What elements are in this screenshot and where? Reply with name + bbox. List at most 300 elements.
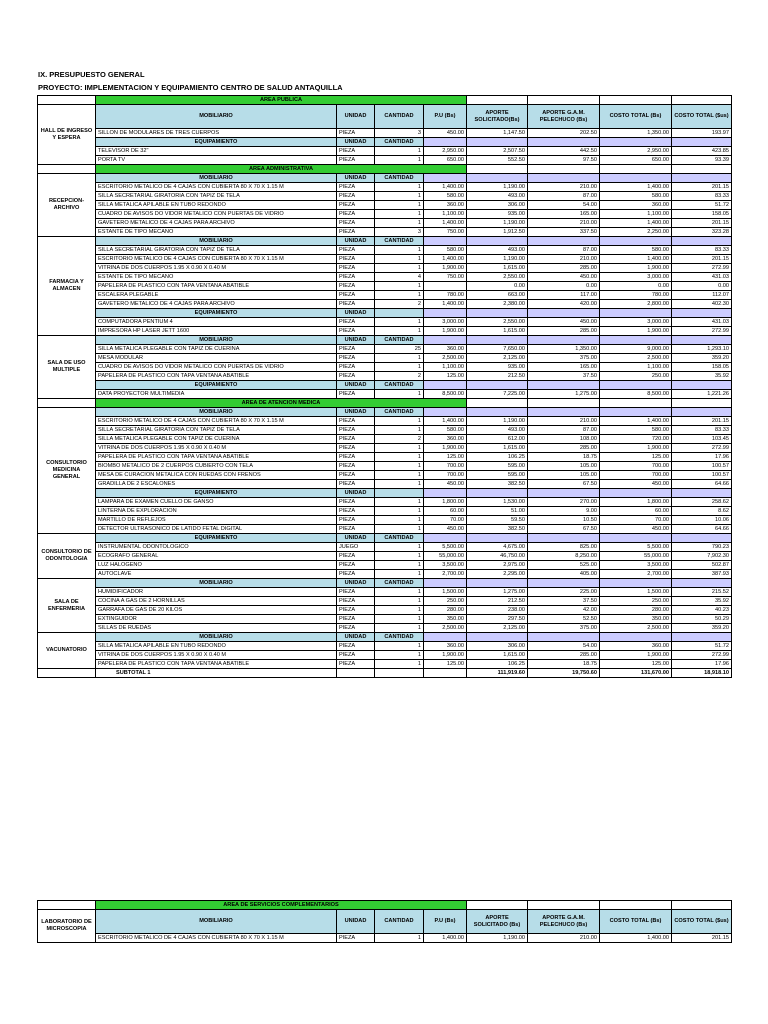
blank-cell bbox=[600, 901, 672, 910]
item-cost-sus: 502.87 bbox=[672, 561, 732, 570]
item-description: SILLA METALICA APILABLE EN TUBO REDONDO bbox=[96, 201, 337, 210]
item-qty: 3 bbox=[375, 228, 424, 237]
item-qty: 1 bbox=[375, 543, 424, 552]
item-aporte-solicitado: 2,975.00 bbox=[467, 561, 528, 570]
room-label: CONSULTORIO DE ODONTOLOGIA bbox=[38, 534, 96, 579]
subheader-row bbox=[38, 579, 732, 588]
item-description: GARRAFA DE GAS DE 20 KILOS bbox=[96, 606, 337, 615]
table-row bbox=[38, 660, 732, 669]
item-cost-sus: 423.85 bbox=[672, 147, 732, 156]
item-unit-price: 650.00 bbox=[424, 156, 467, 165]
item-aporte-gam: 210.00 bbox=[528, 183, 600, 192]
item-aporte-gam: 285.00 bbox=[528, 327, 600, 336]
table-row bbox=[38, 498, 732, 507]
item-unit-price: 5,500.00 bbox=[424, 543, 467, 552]
item-description: ECOGRAFO GENERAL bbox=[96, 552, 337, 561]
blank-cell bbox=[424, 309, 467, 318]
item-cost-bs: 580.00 bbox=[600, 426, 672, 435]
item-description: ESTANTE DE TIPO MECANO bbox=[96, 228, 337, 237]
item-description: CUADRO DE AVISOS DO VIDOR METALICO CON PUERTAS DE VIDRIO bbox=[96, 210, 337, 219]
subtotal-label: SUBTOTAL 1 bbox=[96, 669, 337, 678]
room-label: CONSULTORIO MEDICINA GENERAL bbox=[38, 408, 96, 534]
item-aporte-solicitado: 46,750.00 bbox=[467, 552, 528, 561]
item-cost-bs: 1,400.00 bbox=[600, 219, 672, 228]
item-unit-price: 1,900.00 bbox=[424, 264, 467, 273]
item-aporte-gam: 10.50 bbox=[528, 516, 600, 525]
item-description: GAVETERO METALICO DE 4 CAJAS PARA ARCHIVO bbox=[96, 219, 337, 228]
item-cost-sus: 17.96 bbox=[672, 660, 732, 669]
section-title: IX. PRESUPUESTO GENERAL bbox=[38, 70, 145, 79]
header-costo-bs: COSTO TOTAL (Bs) bbox=[600, 910, 672, 934]
table-row bbox=[38, 147, 732, 156]
blank-cell bbox=[600, 408, 672, 417]
item-qty: 1 bbox=[375, 183, 424, 192]
table-row bbox=[38, 417, 732, 426]
table-row bbox=[38, 264, 732, 273]
subheader-unidad: UNIDAD bbox=[337, 138, 375, 147]
blank-cell bbox=[467, 138, 528, 147]
item-unit: PIEZA bbox=[337, 525, 375, 534]
header-aporte-solicitado: APORTE SOLICITADO(Bs) bbox=[467, 105, 528, 129]
item-unit: PIEZA bbox=[337, 426, 375, 435]
item-cost-sus: 0.00 bbox=[672, 282, 732, 291]
item-unit-price: 70.00 bbox=[424, 516, 467, 525]
blank-cell bbox=[467, 96, 528, 105]
item-unit-price: 125.00 bbox=[424, 453, 467, 462]
table-row bbox=[38, 291, 732, 300]
item-unit-price: 250.00 bbox=[424, 597, 467, 606]
item-cost-bs: 55,000.00 bbox=[600, 552, 672, 561]
item-unit-price: 1,900.00 bbox=[424, 327, 467, 336]
item-cost-bs: 1,100.00 bbox=[600, 210, 672, 219]
item-aporte-solicitado: 2,550.00 bbox=[467, 273, 528, 282]
item-aporte-gam: 67.50 bbox=[528, 480, 600, 489]
table-row bbox=[38, 183, 732, 192]
subheader-label: EQUIPAMIENTO bbox=[96, 138, 337, 147]
item-qty: 1 bbox=[375, 156, 424, 165]
table-row bbox=[38, 453, 732, 462]
blank-cell bbox=[600, 309, 672, 318]
table-row bbox=[38, 480, 732, 489]
area-row bbox=[38, 399, 732, 408]
subtotal-qty bbox=[375, 669, 424, 678]
item-cost-sus: 83.33 bbox=[672, 192, 732, 201]
table-row bbox=[38, 570, 732, 579]
header-unidad: UNIDAD bbox=[337, 910, 375, 934]
blank-cell bbox=[424, 633, 467, 642]
column-header-row bbox=[38, 910, 732, 934]
item-aporte-solicitado: 493.00 bbox=[467, 246, 528, 255]
item-qty: 1 bbox=[375, 192, 424, 201]
item-cost-sus: 103.45 bbox=[672, 435, 732, 444]
item-description: SILLAS DE RUEDAS bbox=[96, 624, 337, 633]
item-cost-sus: 8.62 bbox=[672, 507, 732, 516]
subheader-unidad: UNIDAD bbox=[337, 174, 375, 183]
item-qty: 1 bbox=[375, 462, 424, 471]
subheader-label: MOBILIARIO bbox=[96, 408, 337, 417]
item-unit-price bbox=[424, 282, 467, 291]
item-qty: 1 bbox=[375, 444, 424, 453]
item-cost-sus: 201.15 bbox=[672, 255, 732, 264]
item-unit: PIEZA bbox=[337, 588, 375, 597]
item-aporte-gam: 375.00 bbox=[528, 624, 600, 633]
blank-cell bbox=[600, 489, 672, 498]
blank-cell bbox=[600, 237, 672, 246]
blank-cell bbox=[672, 336, 732, 345]
item-cost-sus: 93.39 bbox=[672, 156, 732, 165]
table-row bbox=[38, 192, 732, 201]
item-unit: PIEZA bbox=[337, 552, 375, 561]
item-unit: PIEZA bbox=[337, 642, 375, 651]
item-unit-price: 580.00 bbox=[424, 192, 467, 201]
table-row bbox=[38, 273, 732, 282]
item-unit: PIEZA bbox=[337, 282, 375, 291]
item-cost-bs: 1,400.00 bbox=[600, 255, 672, 264]
item-unit: PIEZA bbox=[337, 156, 375, 165]
item-qty: 1 bbox=[375, 417, 424, 426]
item-unit: PIEZA bbox=[337, 624, 375, 633]
table-row bbox=[38, 354, 732, 363]
item-description: VITRINA DE DOS CUERPOS 1.95 X 0.90 X 0.40 M bbox=[96, 444, 337, 453]
item-unit: PIEZA bbox=[337, 462, 375, 471]
item-aporte-gam: 270.00 bbox=[528, 498, 600, 507]
item-aporte-solicitado: 238.00 bbox=[467, 606, 528, 615]
item-aporte-solicitado: 7,225.00 bbox=[467, 390, 528, 399]
header-cantidad: CANTIDAD bbox=[375, 910, 424, 934]
blank-cell bbox=[467, 489, 528, 498]
blank-cell bbox=[467, 579, 528, 588]
item-unit-price: 125.00 bbox=[424, 660, 467, 669]
item-cost-sus: 215.52 bbox=[672, 588, 732, 597]
item-aporte-solicitado: 2,507.50 bbox=[467, 147, 528, 156]
subheader-row bbox=[38, 174, 732, 183]
item-cost-sus: 35.92 bbox=[672, 597, 732, 606]
blank-cell bbox=[424, 174, 467, 183]
blank-cell bbox=[672, 381, 732, 390]
item-cost-bs: 580.00 bbox=[600, 246, 672, 255]
header-pu: P.U (Bs) bbox=[424, 910, 467, 934]
item-cost-sus: 387.93 bbox=[672, 570, 732, 579]
subheader-row bbox=[38, 489, 732, 498]
subheader-cantidad bbox=[375, 489, 424, 498]
blank-cell bbox=[467, 901, 528, 910]
blank-cell bbox=[600, 381, 672, 390]
item-unit: PIEZA bbox=[337, 372, 375, 381]
subheader-cantidad: CANTIDAD bbox=[375, 534, 424, 543]
table-row bbox=[38, 588, 732, 597]
subheader-unidad: UNIDAD bbox=[337, 381, 375, 390]
item-cost-bs: 450.00 bbox=[600, 480, 672, 489]
item-unit-price: 360.00 bbox=[424, 201, 467, 210]
item-aporte-solicitado: 2,125.00 bbox=[467, 624, 528, 633]
subheader-label: MOBILIARIO bbox=[96, 579, 337, 588]
item-aporte-gam: 18.75 bbox=[528, 660, 600, 669]
blank-cell bbox=[672, 534, 732, 543]
item-unit-price: 280.00 bbox=[424, 606, 467, 615]
blank-cell bbox=[467, 633, 528, 642]
table-row bbox=[38, 444, 732, 453]
item-cost-bs: 580.00 bbox=[600, 192, 672, 201]
blank-cell bbox=[528, 138, 600, 147]
item-cost-bs: 0.00 bbox=[600, 282, 672, 291]
item-cost-sus: 51.72 bbox=[672, 201, 732, 210]
item-qty: 1 bbox=[375, 597, 424, 606]
item-qty: 1 bbox=[375, 651, 424, 660]
item-cost-sus: 1,221.26 bbox=[672, 390, 732, 399]
item-aporte-gam: 442.50 bbox=[528, 147, 600, 156]
item-cost-sus: 83.33 bbox=[672, 426, 732, 435]
item-aporte-solicitado: 935.00 bbox=[467, 210, 528, 219]
item-cost-sus: 272.99 bbox=[672, 651, 732, 660]
item-unit: PIEZA bbox=[337, 570, 375, 579]
item-description: SILLA SECRETARIAL GIRATORIA CON TAPIZ DE TELA bbox=[96, 192, 337, 201]
table-row bbox=[38, 210, 732, 219]
item-unit-price: 780.00 bbox=[424, 291, 467, 300]
table-row bbox=[38, 597, 732, 606]
item-unit: PIEZA bbox=[337, 597, 375, 606]
subtotal-cost-sus: 18,918.10 bbox=[672, 669, 732, 678]
item-unit: PIEZA bbox=[337, 934, 375, 943]
item-qty: 1 bbox=[375, 642, 424, 651]
blank-cell bbox=[672, 309, 732, 318]
item-unit-price: 450.00 bbox=[424, 129, 467, 138]
item-cost-sus: 201.15 bbox=[672, 219, 732, 228]
table-row bbox=[38, 615, 732, 624]
item-aporte-solicitado: 2,380.00 bbox=[467, 300, 528, 309]
item-unit-price: 360.00 bbox=[424, 435, 467, 444]
item-cost-bs: 1,500.00 bbox=[600, 588, 672, 597]
item-qty: 1 bbox=[375, 264, 424, 273]
subheader-cantidad: CANTIDAD bbox=[375, 633, 424, 642]
item-cost-bs: 70.00 bbox=[600, 516, 672, 525]
item-aporte-solicitado: 106.25 bbox=[467, 453, 528, 462]
item-cost-bs: 280.00 bbox=[600, 606, 672, 615]
item-description: GAVETERO METALICO DE 4 CAJAS PARA ARCHIVO bbox=[96, 300, 337, 309]
item-qty: 1 bbox=[375, 588, 424, 597]
table-row bbox=[38, 471, 732, 480]
item-unit-price: 8,500.00 bbox=[424, 390, 467, 399]
subheader-row bbox=[38, 309, 732, 318]
item-aporte-solicitado: 382.50 bbox=[467, 525, 528, 534]
item-aporte-gam: 37.50 bbox=[528, 597, 600, 606]
item-unit-price: 580.00 bbox=[424, 426, 467, 435]
item-unit: PIEZA bbox=[337, 300, 375, 309]
room-label: LABORATORIO DE MICROSCOPIA bbox=[38, 910, 96, 943]
item-aporte-gam: 1,350.00 bbox=[528, 345, 600, 354]
item-cost-bs: 3,000.00 bbox=[600, 318, 672, 327]
item-qty: 1 bbox=[375, 570, 424, 579]
item-description: GRADILLA DE 2 ESCALONES bbox=[96, 480, 337, 489]
blank-cell bbox=[600, 165, 672, 174]
item-qty: 1 bbox=[375, 934, 424, 943]
item-aporte-gam: 8,250.00 bbox=[528, 552, 600, 561]
blank-cell bbox=[467, 309, 528, 318]
item-unit-price: 2,500.00 bbox=[424, 624, 467, 633]
item-cost-bs: 2,250.00 bbox=[600, 228, 672, 237]
blank-cell bbox=[38, 901, 96, 910]
item-cost-bs: 2,500.00 bbox=[600, 354, 672, 363]
room-label: FARMACIA Y ALMACEN bbox=[38, 237, 96, 336]
item-qty: 1 bbox=[375, 282, 424, 291]
item-unit: PIEZA bbox=[337, 390, 375, 399]
item-qty: 1 bbox=[375, 660, 424, 669]
blank-cell bbox=[672, 174, 732, 183]
item-unit: PIEZA bbox=[337, 183, 375, 192]
item-unit-price: 450.00 bbox=[424, 480, 467, 489]
item-cost-bs: 700.00 bbox=[600, 462, 672, 471]
item-cost-bs: 2,800.00 bbox=[600, 300, 672, 309]
item-description: LINTERNA DE EXPLORACION bbox=[96, 507, 337, 516]
item-unit-price: 580.00 bbox=[424, 246, 467, 255]
item-aporte-gam: 54.00 bbox=[528, 642, 600, 651]
blank-cell bbox=[528, 408, 600, 417]
item-description: DATA PROYECTOR MULTIMEDIA bbox=[96, 390, 337, 399]
header-costo-sus: COSTO TOTAL ($us) bbox=[672, 910, 732, 934]
blank-cell bbox=[528, 381, 600, 390]
area-row bbox=[38, 165, 732, 174]
item-aporte-solicitado: 212.50 bbox=[467, 372, 528, 381]
item-unit: PIEZA bbox=[337, 246, 375, 255]
subheader-label: MOBILIARIO bbox=[96, 237, 337, 246]
blank-cell bbox=[467, 237, 528, 246]
header-aporte-gam: APORTE G.A.M. PELECHUCO (Bs) bbox=[528, 105, 600, 129]
item-description: SILLA METALICA PLEGABLE CON TAPIZ DE CUERINA bbox=[96, 435, 337, 444]
table-row bbox=[38, 255, 732, 264]
item-cost-bs: 1,800.00 bbox=[600, 498, 672, 507]
blank-cell bbox=[424, 381, 467, 390]
item-aporte-gam: 42.00 bbox=[528, 606, 600, 615]
item-aporte-gam: 9.00 bbox=[528, 507, 600, 516]
room-label: VACUNATORIO bbox=[38, 633, 96, 669]
item-aporte-solicitado: 1,190.00 bbox=[467, 255, 528, 264]
item-qty: 2 bbox=[375, 372, 424, 381]
item-qty: 1 bbox=[375, 363, 424, 372]
blank-cell bbox=[38, 399, 96, 408]
subheader-label: EQUIPAMIENTO bbox=[96, 381, 337, 390]
item-qty: 1 bbox=[375, 552, 424, 561]
item-unit: PIEZA bbox=[337, 318, 375, 327]
subheader-row bbox=[38, 138, 732, 147]
subheader-row bbox=[38, 408, 732, 417]
item-aporte-gam: 67.50 bbox=[528, 525, 600, 534]
item-cost-bs: 5,500.00 bbox=[600, 543, 672, 552]
item-qty: 1 bbox=[375, 210, 424, 219]
item-aporte-gam: 117.00 bbox=[528, 291, 600, 300]
item-cost-sus: 201.15 bbox=[672, 417, 732, 426]
item-aporte-solicitado: 1,275.00 bbox=[467, 588, 528, 597]
item-description: CUADRO DE AVISOS DO VIDOR METALICO CON PUERTAS DE VIDRIO bbox=[96, 363, 337, 372]
item-cost-sus: 64.66 bbox=[672, 480, 732, 489]
item-unit-price: 1,400.00 bbox=[424, 934, 467, 943]
item-unit-price: 350.00 bbox=[424, 615, 467, 624]
item-unit-price: 1,900.00 bbox=[424, 444, 467, 453]
blank-cell bbox=[528, 336, 600, 345]
item-unit-price: 3,000.00 bbox=[424, 318, 467, 327]
item-cost-sus: 158.05 bbox=[672, 363, 732, 372]
subheader-cantidad: CANTIDAD bbox=[375, 408, 424, 417]
item-cost-bs: 250.00 bbox=[600, 597, 672, 606]
item-cost-bs: 1,400.00 bbox=[600, 417, 672, 426]
blank-cell bbox=[467, 165, 528, 174]
item-cost-sus: 272.99 bbox=[672, 444, 732, 453]
blank-cell bbox=[467, 399, 528, 408]
blank-cell bbox=[528, 96, 600, 105]
item-qty: 25 bbox=[375, 345, 424, 354]
blank-cell bbox=[672, 96, 732, 105]
item-aporte-solicitado: 297.50 bbox=[467, 615, 528, 624]
item-aporte-solicitado: 1,190.00 bbox=[467, 183, 528, 192]
blank-cell bbox=[528, 174, 600, 183]
item-cost-bs: 360.00 bbox=[600, 201, 672, 210]
item-description: SILLA SECRETARIAL GIRATORIA CON TAPIZ DE TELA bbox=[96, 426, 337, 435]
blank-cell bbox=[467, 408, 528, 417]
item-unit: PIEZA bbox=[337, 651, 375, 660]
item-description: IMPRESORA HP LASER JETT 1600 bbox=[96, 327, 337, 336]
item-cost-bs: 1,100.00 bbox=[600, 363, 672, 372]
item-qty: 2 bbox=[375, 300, 424, 309]
subheader-row bbox=[38, 336, 732, 345]
header-cantidad: CANTIDAD bbox=[375, 105, 424, 129]
item-aporte-solicitado: 2,295.00 bbox=[467, 570, 528, 579]
item-cost-bs: 650.00 bbox=[600, 156, 672, 165]
item-unit-price: 700.00 bbox=[424, 471, 467, 480]
subtotal-aporte-gam: 19,750.60 bbox=[528, 669, 600, 678]
item-cost-sus: 258.62 bbox=[672, 498, 732, 507]
item-unit-price: 750.00 bbox=[424, 273, 467, 282]
item-aporte-solicitado: 1,530.00 bbox=[467, 498, 528, 507]
item-aporte-solicitado: 935.00 bbox=[467, 363, 528, 372]
item-unit: PIEZA bbox=[337, 453, 375, 462]
item-unit-price: 1,100.00 bbox=[424, 210, 467, 219]
item-cost-bs: 2,500.00 bbox=[600, 624, 672, 633]
item-aporte-gam: 37.50 bbox=[528, 372, 600, 381]
blank-cell bbox=[672, 237, 732, 246]
item-aporte-gam: 210.00 bbox=[528, 934, 600, 943]
item-unit: PIEZA bbox=[337, 615, 375, 624]
room-label: SALA DE USO MULTIPLE bbox=[38, 336, 96, 399]
item-cost-sus: 272.99 bbox=[672, 264, 732, 273]
item-unit: PIEZA bbox=[337, 417, 375, 426]
item-description: DETECTOR ULTRASONICO DE LATIDO FETAL DIGITAL bbox=[96, 525, 337, 534]
item-aporte-solicitado: 106.25 bbox=[467, 660, 528, 669]
item-description: HUMIDIFICADOR bbox=[96, 588, 337, 597]
item-unit: PIEZA bbox=[337, 363, 375, 372]
item-cost-bs: 3,500.00 bbox=[600, 561, 672, 570]
subheader-cantidad: CANTIDAD bbox=[375, 237, 424, 246]
item-aporte-gam: 525.00 bbox=[528, 561, 600, 570]
item-cost-bs: 8,500.00 bbox=[600, 390, 672, 399]
blank-cell bbox=[600, 336, 672, 345]
item-aporte-gam: 105.00 bbox=[528, 471, 600, 480]
item-cost-bs: 3,000.00 bbox=[600, 273, 672, 282]
item-cost-sus: 112.07 bbox=[672, 291, 732, 300]
room-label: SALA DE ENFERMERIA bbox=[38, 579, 96, 633]
subheader-unidad: UNIDAD bbox=[337, 633, 375, 642]
blank-cell bbox=[467, 336, 528, 345]
item-unit-price: 55,000.00 bbox=[424, 552, 467, 561]
item-unit: PIEZA bbox=[337, 516, 375, 525]
item-unit-price: 2,500.00 bbox=[424, 354, 467, 363]
blank-cell bbox=[672, 489, 732, 498]
item-aporte-solicitado: 382.50 bbox=[467, 480, 528, 489]
item-unit-price: 1,900.00 bbox=[424, 651, 467, 660]
item-cost-bs: 1,400.00 bbox=[600, 183, 672, 192]
item-description: TELEVISOR DE 32" bbox=[96, 147, 337, 156]
item-aporte-solicitado: 1,615.00 bbox=[467, 327, 528, 336]
item-unit: PIEZA bbox=[337, 129, 375, 138]
item-qty: 1 bbox=[375, 525, 424, 534]
subheader-unidad: UNIDAD bbox=[337, 534, 375, 543]
